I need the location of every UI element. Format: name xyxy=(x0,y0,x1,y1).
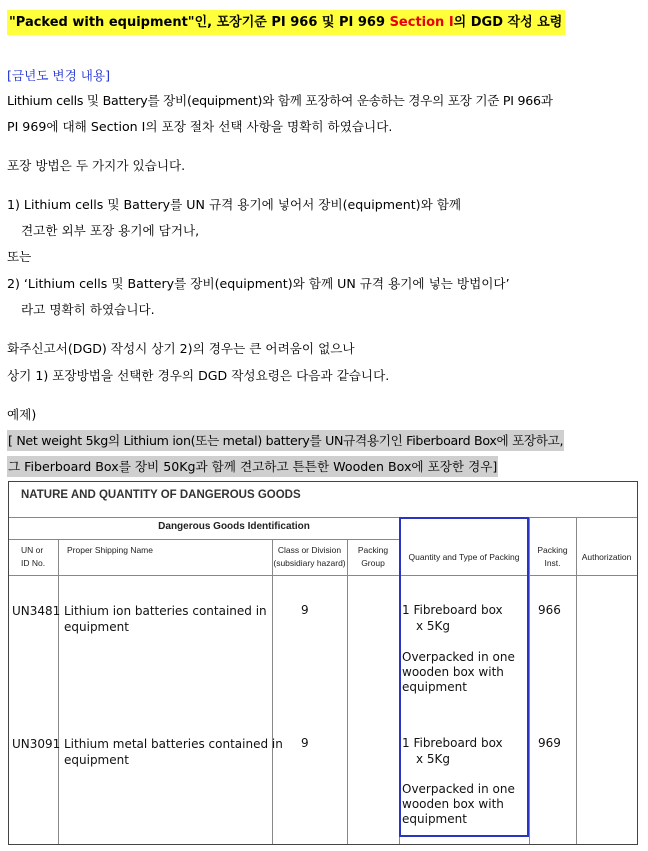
dgd-note-line2: 상기 1) 포장방법을 선택한 경우의 DGD 작성요령은 다음과 같습니다. xyxy=(7,368,390,383)
row2-over-1: Overpacked in one xyxy=(402,782,515,796)
header-authorization: Authorization xyxy=(581,552,632,562)
header-psn: Proper Shipping Name xyxy=(67,545,153,555)
row2-over-3: equipment xyxy=(402,812,467,826)
paragraph1-line1: Lithium cells 및 Battery를 장비(equipment)와 함께 포장하여 운송하는 경우의 포장 기준 PI 966과 xyxy=(7,93,553,108)
row1-psn-1: Lithium ion batteries contained in xyxy=(64,604,267,618)
row2-psn-2: equipment xyxy=(64,753,129,767)
form-divider xyxy=(9,517,637,518)
header-pi-1: Packing xyxy=(537,545,568,555)
method2-line1: 2) ‘Lithium cells 및 Battery를 장비(equipment)와 함께 UN 규격 용기에 넣는 방법이다’ xyxy=(7,276,510,291)
col-divider xyxy=(58,539,59,844)
row1-psn-2: equipment xyxy=(64,620,129,634)
row1-class: 9 xyxy=(301,603,309,617)
method2-line2: 라고 명확히 하였습니다. xyxy=(21,302,155,317)
example-case-line1: [ Net weight 5kg의 Lithium ion(또는 metal) battery를 UN규격용기인 Fiberboard Box에 포장하고, xyxy=(7,430,564,451)
row2-psn-1: Lithium metal batteries contained in xyxy=(64,737,283,751)
group-header: Dangerous Goods Identification xyxy=(158,521,310,532)
row1-over-3: equipment xyxy=(402,680,467,694)
header-pi-2: Inst. xyxy=(544,558,561,568)
header-un-no-1: UN or xyxy=(21,545,44,555)
col-divider xyxy=(347,539,348,844)
row2-qty-2: x 5Kg xyxy=(416,752,451,766)
col-divider xyxy=(576,517,577,844)
methods-intro: 포장 방법은 두 가지가 있습니다. xyxy=(7,158,186,173)
dgd-form xyxy=(8,481,638,845)
title-part2: 의 DGD 작성 요령 xyxy=(453,15,563,30)
title-section: Section I xyxy=(389,15,454,30)
example-case-line2: 그 Fiberboard Box를 장비 50Kg과 함께 견고하고 튼튼한 Wooden Box에 포장한 경우] xyxy=(7,456,498,477)
or-text: 또는 xyxy=(7,249,32,264)
row2-un: UN3091 xyxy=(12,737,61,751)
header-class-1: Class or Division xyxy=(277,545,342,555)
row2-over-2: wooden box with xyxy=(402,797,504,811)
changes-heading: [금년도 변경 내용] xyxy=(7,68,110,83)
title-part1: "Packed with equipment"인, 포장기준 PI 966 및 PI 969 xyxy=(9,15,390,30)
dgd-note-line1: 화주신고서(DGD) 작성시 상기 2)의 경우는 큰 어려움이 없으나 xyxy=(7,341,355,356)
header-pg-2: Group xyxy=(361,558,385,568)
col-divider xyxy=(272,539,273,844)
row2-qty-1: 1 Fibreboard box xyxy=(402,736,503,750)
header-qty: Quantity and Type of Packing xyxy=(408,552,520,562)
page-title xyxy=(7,10,565,35)
row2-class: 9 xyxy=(301,736,309,750)
form-title: NATURE AND QUANTITY OF DANGEROUS GOODS xyxy=(21,489,301,501)
header-pg-1: Packing xyxy=(357,545,389,555)
row1-over-1: Overpacked in one xyxy=(402,650,515,664)
method1-line2: 견고한 외부 포장 용기에 담거나, xyxy=(21,223,200,238)
paragraph1-line2: PI 969에 대해 Section I의 포장 절차 선택 사항을 명확히 하였습니다. xyxy=(7,119,393,134)
row1-pi: 966 xyxy=(538,603,561,617)
group-divider xyxy=(9,539,399,540)
row1-over-2: wooden box with xyxy=(402,665,504,679)
row2-pi: 969 xyxy=(538,736,561,750)
method1-line1: 1) Lithium cells 및 Battery를 UN 규격 용기에 넣어서 장비(equipment)와 함께 xyxy=(7,197,462,212)
header-class-2: (subsidiary hazard) xyxy=(273,558,346,568)
example-label: 예제) xyxy=(7,407,37,422)
row1-qty-1: 1 Fibreboard box xyxy=(402,603,503,617)
header-un-no-2: ID No. xyxy=(21,558,46,568)
row1-un: UN3481 xyxy=(12,604,61,618)
header-divider xyxy=(9,575,637,576)
quantity-highlight-box xyxy=(399,517,529,837)
row1-qty-2: x 5Kg xyxy=(416,619,451,633)
